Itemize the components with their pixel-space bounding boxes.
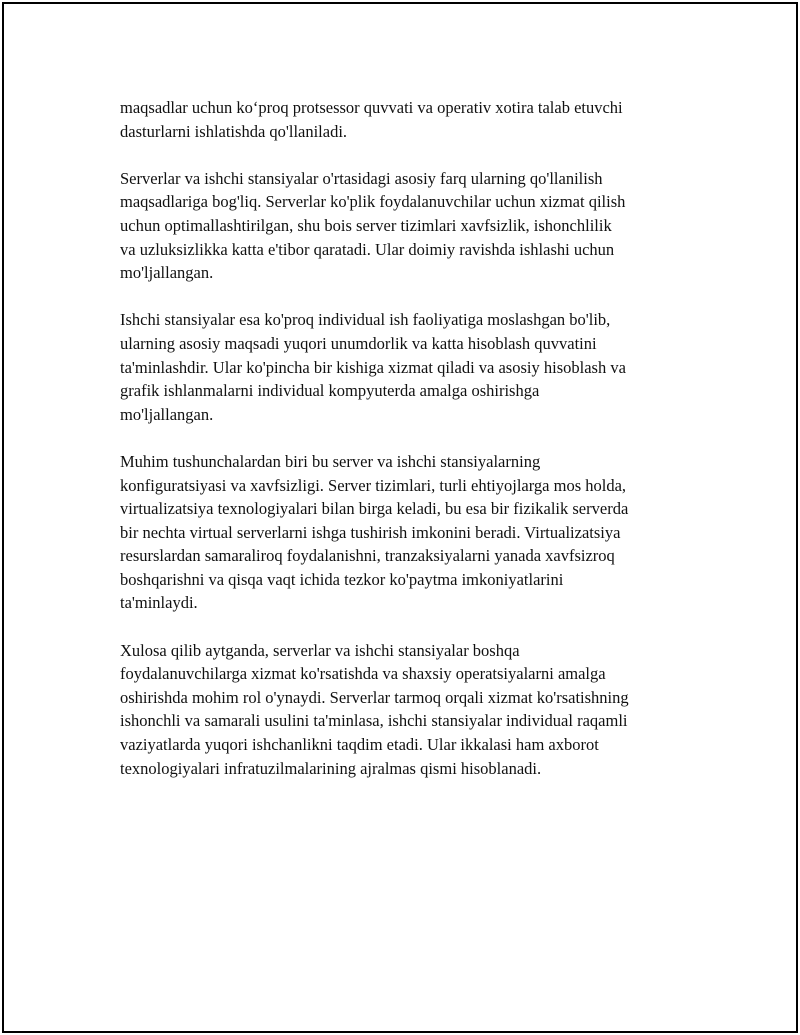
paragraph-5: Xulosa qilib aytganda, serverlar va ishchi stansiyalar boshqa foydalanuvchilarga xizmat ko'rsatishda va shaxsiy operatsiyalarni amalga oshirishda mohim rol o'ynaydi. Serverlar tarmoq orqali xizmat ko'rsatishning ishonchli va samarali usulini ta'minlasa, ishchi stansiyalar individual raqamli vaziyatlarda yuqori ishchanlikni taqdim etadi. Ular ikkalasi ham axborot texnologiyalari infratuzilmalarining ajralmas qismi hisoblanadi.	[120, 640, 629, 778]
document-page	[2, 2, 798, 1033]
paragraph-3: Ishchi stansiyalar esa ko'proq individual ish faoliyatiga moslashgan bo'lib, ularning asosiy maqsadi yuqori unumdorlik va katta hisoblash quvvatini ta'minlashdir. Ular ko'pincha bir kishiga xizmat qiladi va asosiy hisoblash va grafik ishlanmalarni individual kompyuterda amalga oshirishga mo'ljallangan.	[120, 310, 626, 424]
paragraph-4: Muhim tushunchalardan biri bu server va ishchi stansiyalarning konfiguratsiyasi va xavfsizligi. Server tizimlari, turli ehtiyojlarga mos holda, virtualizatsiya texnologiyalari bilan birga keladi, bu esa bir fizikalik serverda bir nechta virtual serverlarni ishga tushirish imkonini beradi. Virtualizatsiya resurslardan samaraliroq foydalanishni, tranzaksiyalarni yanada xavfsizroq boshqarishni va qisqa vaqt ichida tezkor ko'paytma imkoniyatlarini ta'minlaydi.	[120, 451, 629, 613]
page-body	[120, 96, 700, 804]
paragraph-2: Serverlar va ishchi stansiyalar o'rtasidagi asosiy farq ularning qo'llanilish maqsadlariga bog'liq. Serverlar ko'plik foydalanuvchilar uchun xizmat qilish uchun optimallashtirilgan, shu bois server tizimlari xavfsizlik, ishonchlilik va uzluksizlikka katta e'tibor qaratadi. Ular doimiy ravishda ishlashi uchun mo'ljallangan.	[120, 168, 626, 283]
paragraph-1: maqsadlar uchun ko‘proq protsessor quvvati va operativ xotira talab etuvchi dasturlarni ishlatishda qo'llaniladi.	[120, 98, 623, 141]
